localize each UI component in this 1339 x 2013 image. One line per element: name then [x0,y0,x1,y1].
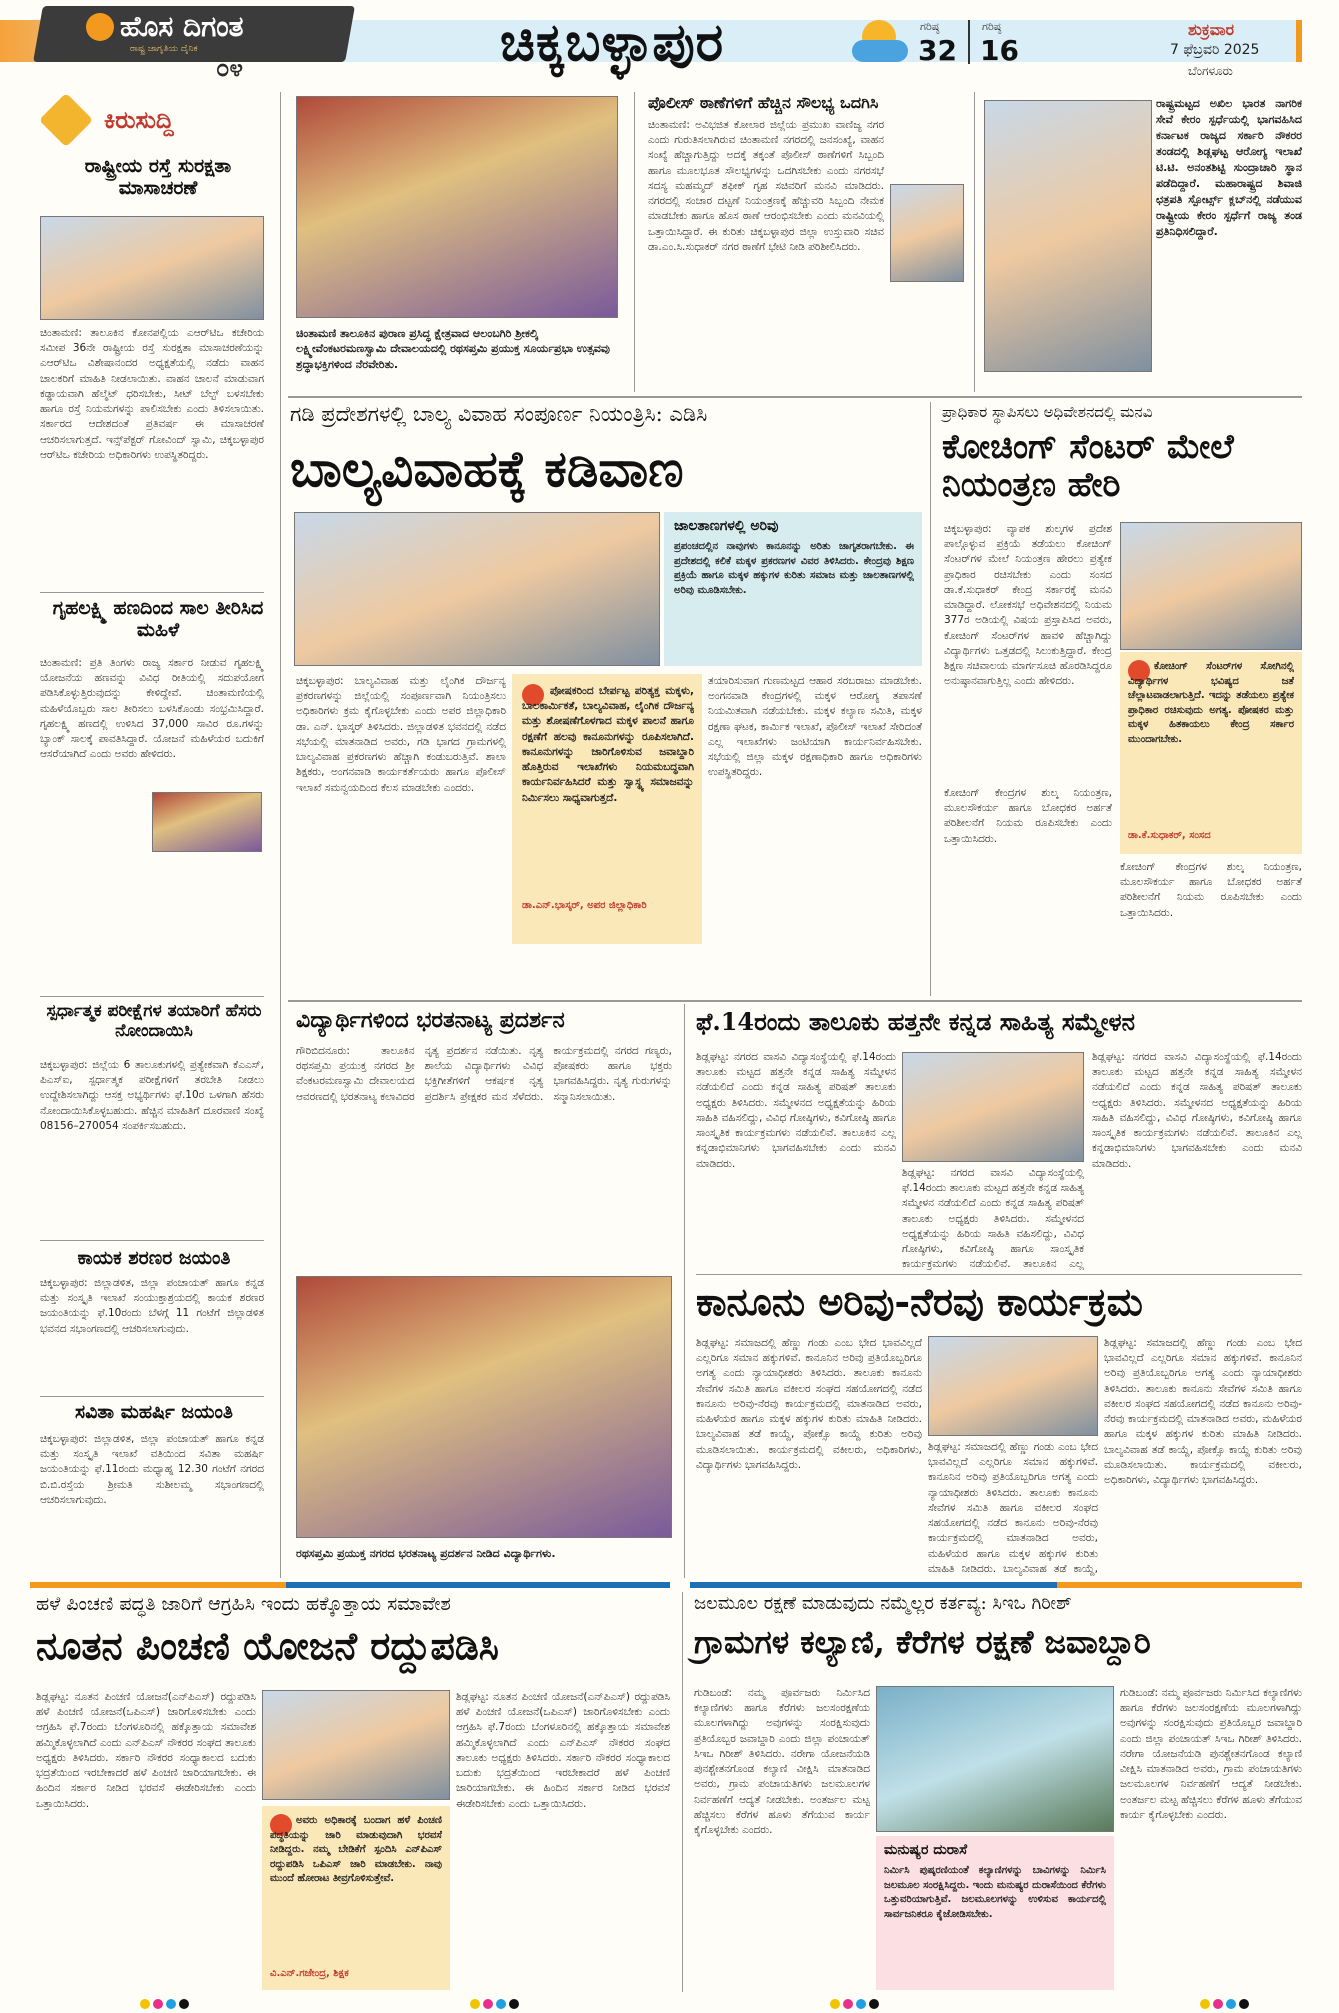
divider [40,996,264,997]
lead-kicker: ಗಡಿ ಪ್ರದೇಶಗಳಲ್ಲಿ ಬಾಲ್ಯ ವಿವಾಹ ಸಂಪೂರ್ಣ ನಿಯಂತ್ರಿಸಿ: ಎಡಿಸಿ [290,402,708,426]
brief-title: ಸ್ಪರ್ಧಾತ್ಮಕ ಪರೀಕ್ಷೆಗಳ ತಯಾರಿಗೆ ಹೆಸರು ನೋಂದಾಯಿಸಿ [46,1001,262,1041]
kanoonu-headline: ಕಾನೂನು ಅರಿವು-ನೆರವು ಕಾರ್ಯಕ್ರಮ [696,1279,1143,1324]
column-divider [280,92,281,1578]
coaching-quote-author: ಡಾ.ಕೆ.ಸುಧಾಕರ್, ಸಂಸದ [1128,830,1211,841]
sahitya-body: ಶಿಡ್ಲಘಟ್ಟ: ನಗರದ ವಾಸವಿ ವಿದ್ಯಾಸಂಸ್ಥೆಯಲ್ಲಿ ಫೆ.14ರಂದು ತಾಲೂಕು ಮಟ್ಟದ ಹತ್ತನೇ ಕನ್ನಡ ಸಾಹಿತ್ಯ ಸಮ್ಮೇಳನ ನಡೆಯಲಿದೆ ಎಂದು ಕನ್ನಡ ಸಾಹಿತ್ಯ ಪರಿಷತ್ ತಾಲೂಕು ಅಧ್ಯಕ್ಷರು ತಿಳಿಸಿದರು. ಸಮ್ಮೇಳನದ ಅಧ್ಯಕ್ಷತೆಯನ್ನು ಹಿರಿಯ ಸಾಹಿತಿ ವಹಿಸಲಿದ್ದು, ವಿವಿಧ ಗೋಷ್ಠಿಗಳು, ಕವಿಗೋಷ್ಠಿ ಹಾಗೂ ಸಾಂಸ್ಕೃತಿಕ ಕಾರ್ಯಕ್ರಮಗಳು ನಡೆಯಲಿವೆ. ತಾಲೂಕಿನ ಎಲ್ಲ [902,1167,1084,1270]
kanoonu-body: ಶಿಡ್ಲಘಟ್ಟ: ಸಮಾಜದಲ್ಲಿ ಹೆಣ್ಣು ಗಂಡು ಎಂಬ ಭೇದ ಭಾವವಿಲ್ಲದೆ ಎಲ್ಲರಿಗೂ ಸಮಾನ ಹಕ್ಕುಗಳಿವೆ. ಕಾನೂನಿನ ಅರಿವು ಪ್ರತಿಯೊಬ್ಬರಿಗೂ ಅಗತ್ಯ ಎಂದು ನ್ಯಾಯಾಧೀಶರು ತಿಳಿಸಿದರು. ತಾಲೂಕು ಕಾನೂನು ಸೇವೆಗಳ ಸಮಿತಿ ಹಾಗೂ ವಕೀಲರ ಸಂಘದ ಸಹಯೋಗದಲ್ಲಿ ನಡೆದ ಕಾನೂನು ಅರಿವು-ನೆರವು ಕಾರ್ಯಕ್ರಮದಲ್ಲಿ ಮಾತನಾಡಿದ ಅವರು, ಮಹಿಳೆಯರ ಹಾಗೂ ಮಕ್ಕಳ ಹಕ್ಕುಗಳ ಕುರಿತು ಮಾಹಿತಿ ನೀಡಿದರು. ಬಾಲ್ಯವಿವಾಹ ತಡೆ ಕಾಯ್ದೆ, ಪೋಕ್ಸೊ ಕಾಯ್ದೆ ಕುರಿತು ಅರಿವು ಮೂಡಿಸಲಾಯಿತು. ಕಾರ್ಯಕ್ರಮದಲ್ಲಿ ವಕೀಲರು, ಅಧಿಕಾರಿಗಳು, ವಿದ್ಯಾರ್ಥಿಗಳು ಭಾಗವಹಿಸಿದ್ದರು. [1104,1337,1302,1486]
bharata-headline: ವಿದ್ಯಾರ್ಥಿಗಳಿಂದ ಭರತನಾಟ್ಯ ಪ್ರದರ್ಶನ [296,1007,565,1033]
min-temp: 16 [980,34,1019,67]
kere-box-title: ಮನುಷ್ಯರ ದುರಾಸೆ [884,1842,968,1858]
pension-quote-author: ವಿ.ಎನ್.ಗಜೇಂದ್ರ, ಶಿಕ್ಷಕ [270,1968,349,1979]
edition-city: ಚಿಕ್ಕಬಳ್ಳಾಪುರ [500,12,725,73]
kanoonu-body: ಶಿಡ್ಲಘಟ್ಟ: ಸಮಾಜದಲ್ಲಿ ಹೆಣ್ಣು ಗಂಡು ಎಂಬ ಭೇದ ಭಾವವಿಲ್ಲದೆ ಎಲ್ಲರಿಗೂ ಸಮಾನ ಹಕ್ಕುಗಳಿವೆ. ಕಾನೂನಿನ ಅರಿವು ಪ್ರತಿಯೊಬ್ಬರಿಗೂ ಅಗತ್ಯ ಎಂದು ನ್ಯಾಯಾಧೀಶರು ತಿಳಿಸಿದರು. ತಾಲೂಕು ಕಾನೂನು ಸೇವೆಗಳ ಸಮಿತಿ ಹಾಗೂ ವಕೀಲರ ಸಂಘದ ಸಹಯೋಗದಲ್ಲಿ ನಡೆದ ಕಾನೂನು ಅರಿವು-ನೆರವು ಕಾರ್ಯಕ್ರಮದಲ್ಲಿ ಮಾತನಾಡಿದ ಅವರು, ಮಹಿಳೆಯರ ಹಾಗೂ ಮಕ್ಕಳ ಹಕ್ಕುಗಳ ಕುರಿತು ಮಾಹಿತಿ ನೀಡಿದರು. ಬಾಲ್ಯವಿವಾಹ ತಡೆ ಕಾಯ್ದೆ, ಪೋಕ್ಸೊ ಕಾಯ್ದೆ ಕುರಿತು ಅರಿವು ಮೂಡಿಸಲಾಯಿತು. ಕಾರ್ಯಕ್ರಮದಲ್ಲಿ ವಕೀಲರು, ಅಧಿಕಾರಿಗಳು, ವಿದ್ಯಾರ್ಥಿಗಳು ಭಾಗವಹಿಸಿದ್ದರು. [696,1337,922,1471]
brief-title: ಕಾಯಕ ಶರಣರ ಜಯಂತಿ [77,1247,231,1269]
coaching-body: ಕೋಚಿಂಗ್ ಕೇಂದ್ರಗಳ ಶುಲ್ಕ ನಿಯಂತ್ರಣ, ಮೂಲಸೌಕರ್ಯ ಹಾಗೂ ಬೋಧಕರ ಅರ್ಹತೆ ಪರಿಶೀಲನೆಗೆ ನಿಯಮ ರೂಪಿಸಬೇಕು ಎಂದು ಒತ್ತಾಯಿಸಿದರು. [944,787,1112,845]
coaching-quote-box [1120,652,1302,854]
row-divider [696,1274,1302,1275]
kere-box-body: ನಿರ್ಮಿಸಿ ಪುಷ್ಕರಣಿಯಂತೆ ಕಲ್ಯಾಣಿಗಳನ್ನು ಬಾವಿಗಳನ್ನು ನಿರ್ಮಿಸಿ ಜಲಮೂಲ ಸಂರಕ್ಷಿಸಿದ್ದರು. ಇಂದು ಮನುಷ್ಯರ ದುರಾಸೆಯಿಂದ ಕೆರೆಗಳು ಒತ್ತುವರಿಯಾಗುತ್ತಿವೆ. ಜಲಮೂಲಗಳನ್ನು ಉಳಿಸುವ ಕಾರ್ಯದಲ್ಲಿ ಸಾರ್ವಜನಿಕರೂ ಕೈಜೋಡಿಸಬೇಕು. [884,1865,1106,1920]
police-body: ಚಿಂತಾಮಣಿ: ಅವಿಭಜಿತ ಕೋಲಾರ ಜಿಲ್ಲೆಯ ಪ್ರಮುಖ ವಾಣಿಜ್ಯ ನಗರ ಎಂದು ಗುರುತಿಸಲಾಗಿರುವ ಚಿಂತಾಮಣಿ ನಗರದಲ್ಲಿ ಜನಸಂಖ್ಯೆ, ವಾಹನ ಸಂಖ್ಯೆ ಹೆಚ್ಚಾಗುತ್ತಿದ್ದು ಅದಕ್ಕೆ ತಕ್ಕಂತೆ ಪೊಲೀಸ್ ಠಾಣೆಗಳಿಗೆ ಸಿಬ್ಬಂದಿ ಹಾಗೂ ಮೂಲಭೂತ ಸೌಲಭ್ಯಗಳನ್ನು ಒದಗಿಸಬೇಕು ಎಂದು ನಗರಸಭೆ ಸದಸ್ಯ ಮಹಮ್ಮದ್ ಶಫೀಕ್ ಗೃಹ ಸಚಿವರಿಗೆ ಮನವಿ ಮಾಡಿದರು. ನಗರದಲ್ಲಿ ಸಂಚಾರ ದಟ್ಟಣೆ ನಿಯಂತ್ರಣಕ್ಕೆ ಹೆಚ್ಚುವರಿ ಸಿಬ್ಬಂದಿ ನೇಮಕ ಮಾಡಬೇಕು ಹಾಗೂ ಹೊಸ ಠಾಣೆ ಆರಂಭಿಸಬೇಕು ಎಂದು ಮನವಿಯಲ್ಲಿ ಒತ್ತಾಯಿಸಿದ್ದಾರೆ. ಈ ಕುರಿತು ಚಿಕ್ಕಬಳ್ಳಾಪುರ ಜಿಲ್ಲಾ ಉಸ್ತುವಾರಿ ಸಚಿವ ಡಾ.ಎಂ.ಸಿ.ಸುಧಾಕರ್ ನಗರ ಠಾಣೆಗೆ ಭೇಟಿ ನೀಡಿ ಪರಿಶೀಲಿಸಿದರು. [648,119,884,253]
brief-title: ಸವಿತಾ ಮಹರ್ಷಿ ಜಯಂತಿ [75,1401,233,1423]
coaching-photo [1120,522,1302,650]
row-divider [288,1000,1302,1002]
issue-edition: ಬೆಂಗಳೂರು [1188,64,1233,78]
sahitya-headline: ಫೆ.14ರಂದು ತಾಲೂಕು ಹತ್ತನೇ ಕನ್ನಡ ಸಾಹಿತ್ಯ ಸಮ್ಮೇಳನ [696,1007,1135,1036]
brief-body: ಚಿಕ್ಕಬಳ್ಳಾಪುರ: ಜಿಲ್ಲಾಡಳಿತ, ಜಿಲ್ಲಾ ಪಂಚಾಯತ್ ಹಾಗೂ ಕನ್ನಡ ಮತ್ತು ಸಂಸ್ಕೃತಿ ಇಲಾಖೆ ವತಿಯಿಂದ ಸವಿತಾ ಮಹರ್ಷಿ ಜಯಂತಿಯನ್ನು ಫೆ.11ರಂದು ಮಧ್ಯಾಹ್ನ 12.30 ಗಂಟೆಗೆ ನಗರದ ಬಿ.ಬಿ.ರಸ್ತೆಯ ಶ್ರೀಮತಿ ಸುಶೀಲಮ್ಮ ಸಭಾಂಗಣದಲ್ಲಿ ಆಚರಿಸಲಾಗುವುದು. [40,1433,264,1506]
kanoonu-photo [928,1336,1098,1436]
briefs-column [38,92,270,1578]
brief-title: ಗೃಹಲಕ್ಷ್ಮಿ ಹಣದಿಂದ ಸಾಲ ತೀರಿಸಿದ ಮಹಿಳೆ [52,597,264,641]
briefs-logo: ಕಿರುಸುದ್ದಿ [104,105,174,134]
kere-box [876,1836,1114,1990]
lead-headline: ಬಾಲ್ಯವಿವಾಹಕ್ಕೆ ಕಡಿವಾಣ [290,439,684,498]
kere-body: ಗುಡಿಬಂಡೆ: ನಮ್ಮ ಪೂರ್ವಜರು ನಿರ್ಮಿಸಿದ ಕಲ್ಯಾಣಿಗಳು ಹಾಗೂ ಕೆರೆಗಳು ಜಲಸಂರಕ್ಷಣೆಯ ಮೂಲಗಳಾಗಿದ್ದು ಅವುಗಳನ್ನು ಸಂರಕ್ಷಿಸುವುದು ಪ್ರತಿಯೊಬ್ಬರ ಜವಾಬ್ದಾರಿ ಎಂದು ಜಿಲ್ಲಾ ಪಂಚಾಯತ್ ಸಿಇಒ ಗಿರೀಶ್ ತಿಳಿಸಿದರು. ನರೇಗಾ ಯೋಜನೆಯಡಿ ಪುನಶ್ಚೇತನಗೊಂಡ ಕಲ್ಯಾಣಿ ವೀಕ್ಷಿಸಿ ಮಾತನಾಡಿದ ಅವರು, ಗ್ರಾಮ ಪಂಚಾಯತಿಗಳು ಜಲಮೂಲಗಳ ನಿರ್ವಹಣೆಗೆ ಆದ್ಯತೆ ನೀಡಬೇಕು. ಅಂತರ್ಜಲ ಮಟ್ಟ ಹೆಚ್ಚಿಸಲು ಕೆರೆಗಳ ಹೂಳು ತೆಗೆಯುವ ಕಾರ್ಯ ಕೈಗೊಳ್ಳಬೇಕು ಎಂದರು. [1120,1687,1302,1821]
paper-logo[interactable]: ಹೊಸ ದಿಗಂತ [120,10,244,43]
pension-photo [262,1690,450,1800]
pension-quote-box [262,1806,450,1990]
issue-date: 7 ಫೆಬ್ರವರಿ 2025 [1170,42,1260,58]
lead-body: ತಯಾರಿಸುವಾಗ ಗುಣಮಟ್ಟದ ಆಹಾರ ಸರಬರಾಜು ಮಾಡಬೇಕು. ಅಂಗನವಾಡಿ ಕೇಂದ್ರಗಳಲ್ಲಿ ಮಕ್ಕಳ ಆರೋಗ್ಯ ತಪಾಸಣೆ ನಿಯಮಿತವಾಗಿ ನಡೆಯಬೇಕು. ಮಕ್ಕಳ ಕಲ್ಯಾಣ ಸಮಿತಿ, ಮಕ್ಕಳ ರಕ್ಷಣಾ ಘಟಕ, ಕಾರ್ಮಿಕ ಇಲಾಖೆ, ಪೊಲೀಸ್ ಇಲಾಖೆ ಸೇರಿದಂತೆ ಎಲ್ಲ ಇಲಾಖೆಗಳು ಜಂಟಿಯಾಗಿ ಕಾರ್ಯನಿರ್ವಹಿಸಬೇಕು. ಸಭೆಯಲ್ಲಿ ಜಿಲ್ಲಾ ಮಕ್ಕಳ ರಕ್ಷಣಾಧಿಕಾರಿ ಹಾಗೂ ಅಧಿಕಾರಿಗಳು ಉಪಸ್ಥಿತರಿದ್ದರು. [708,675,922,779]
sidebox-body: ಪ್ರಪಂಚದಲ್ಲಿನ ನಾವುಗಳು ಕಾನೂನನ್ನು ಅರಿತು ಜಾಗೃತರಾಗಬೇಕು. ಈ ಪ್ರದೇಶದಲ್ಲಿ ಕಲಿಕೆ ಮಕ್ಕಳ ಪ್ರಕರಣಗಳ ವಿವರ ತಿಳಿಸಿದರು. ಕೇಂದ್ರವು ಶಿಕ್ಷಣ ಪ್ರಕ್ರಿಯೆ ಹಾಗೂ ಮಕ್ಕಳ ಹಕ್ಕುಗಳ ಕುರಿತು ಸಮಾಜ ಮತ್ತು ಜಾಲತಾಣಗಳಲ್ಲಿ ಅರಿವು ಮೂಡಿಸಬೇಕು. [674,541,914,596]
lead-quote: ಪೋಷಕರಿಂದ ಬೇರ್ಪಟ್ಟ ಪರಿತ್ಯಕ್ತ ಮಕ್ಕಳು, ಬಾಲಕಾರ್ಮಿಕತೆ, ಬಾಲ್ಯವಿವಾಹ, ಲೈಂಗಿಕ ದೌರ್ಜನ್ಯ ಮತ್ತು ಶೋಷಣೆಗೊಳಗಾದ ಮಕ್ಕಳ ಪಾಲನೆ ಹಾಗೂ ರಕ್ಷಣೆಗೆ ಹಲವು ಕಾನೂನುಗಳನ್ನು ರೂಪಿಸಲಾಗಿದೆ. ಕಾನೂನುಗಳನ್ನು ಜಾರಿಗೊಳಿಸುವ ಜವಾಬ್ದಾರಿ ಹೊತ್ತಿರುವ ಇಲಾಖೆಗಳು ನಿಯಮಬದ್ಧವಾಗಿ ಕಾರ್ಯನಿರ್ವಹಿಸಿದರೆ ಮತ್ತು ಸ್ವಾಸ್ಥ್ಯ ಸಮಾಜವನ್ನು ನಿರ್ಮಿಸಲು ಸಾಧ್ಯವಾಗುತ್ತದೆ. [522,685,694,804]
brief-body: ಚಿಕ್ಕಬಳ್ಳಾಪುರ: ಜಿಲ್ಲೆಯ 6 ತಾಲೂಕುಗಳಲ್ಲಿ ಪ್ರತ್ಯೇಕವಾಗಿ ಕೆಎಎಸ್, ಪಿಎಸ್ಐ, ಸ್ಪರ್ಧಾತ್ಮಕ ಪರೀಕ್ಷೆಗಳಿಗೆ ತರಬೇತಿ ನೀಡಲು ಉದ್ದೇಶಿಸಲಾಗಿದ್ದು ಆಸಕ್ತ ಅಭ್ಯರ್ಥಿಗಳು ಫೆ.10ರ ಒಳಗಾಗಿ ಹೆಸರು ನೋಂದಾಯಿಸಿಕೊಳ್ಳಬಹುದು. ಹೆಚ್ಚಿನ ಮಾಹಿತಿಗೆ ದೂರವಾಣಿ ಸಂಖ್ಯೆ 08156–270054 ಸಂಪರ್ಕಿಸಬಹುದು. [40,1059,264,1132]
brief-body: ಚಿಂತಾಮಣಿ: ತಾಲೂಕಿನ ಕೋನಪಲ್ಲಿಯ ಎಆರ್‌ಟಿಒ ಕಚೇರಿಯ ಸಮೀಪ 36ನೇ ರಾಷ್ಟ್ರೀಯ ರಸ್ತೆ ಸುರಕ್ಷತಾ ಮಾಸಾಚರಣೆಯನ್ನು ಎಆರ್‌ಟಿಒ ವಿಶೇಷಾನಂದರ ಅಧ್ಯಕ್ಷತೆಯಲ್ಲಿ ನಡೆದು ವಾಹನ ಚಾಲಕರಿಗೆ ಮಾಹಿತಿ ನೀಡಲಾಯಿತು. ವಾಹನ ಚಾಲನೆ ಮಾಡುವಾಗ ಕಡ್ಡಾಯವಾಗಿ ಹೆಲ್ಮೆಟ್ ಧರಿಸಬೇಕು, ಸೀಟ್ ಬೆಲ್ಟ್ ಬಳಸಬೇಕು ಹಾಗೂ ರಸ್ತೆ ನಿಯಮಗಳನ್ನು ಪಾಲಿಸಬೇಕು ಎಂದು ತಿಳಿಸಲಾಯಿತು. ಸರ್ಕಾರದ ಆದೇಶದಂತೆ ಪ್ರತಿವರ್ಷ ಈ ಮಾಸಾಚರಣೆ ಆಚರಿಸಲಾಗುತ್ತದೆ. ಇನ್ಸ್‌ಪೆಕ್ಟರ್ ಗೋವಿಂದ್ ಸ್ವಾಮಿ, ಚಿಕ್ಕಬಳ್ಳಾಪುರ ಆರ್‌ಟಿಒ ಕಚೇರಿಯ ಅಧಿಕಾರಿಗಳು ಉಪಸ್ಥಿತರಿದ್ದರು. [40,327,264,461]
coaching-body: ಚಿಕ್ಕಬಳ್ಳಾಪುರ: ವ್ಯಾಪಕ ಶುಲ್ಕಗಳ ಪ್ರದೇಶ ಪಾಲ್ಗೊಳ್ಳುವ ಪ್ರಕ್ರಿಯೆ ತಡೆಯಲು ಕೋಚಿಂಗ್ ಸೆಂಟರ್‌ಗಳ ಮೇಲೆ ನಿಯಂತ್ರಣ ಹೇರಲು ಪ್ರತ್ಯೇಕ ಪ್ರಾಧಿಕಾರ ರಚಿಸಬೇಕು ಎಂದು ಸಂಸದ ಡಾ.ಕೆ.ಸುಧಾಕರ್ ಕೇಂದ್ರ ಸರ್ಕಾರಕ್ಕೆ ಮನವಿ ಮಾಡಿದ್ದಾರೆ. ಲೋಕಸಭೆ ಅಧಿವೇಶನದಲ್ಲಿ ನಿಯಮ 377ರ ಅಡಿಯಲ್ಲಿ ವಿಷಯ ಪ್ರಸ್ತಾಪಿಸಿದ ಅವರು, ಕೋಚಿಂಗ್ ಸೆಂಟರ್‌ಗಳ ಹಾವಳಿ ಹೆಚ್ಚಾಗಿದ್ದು ವಿದ್ಯಾರ್ಥಿಗಳು ಒತ್ತಡದಲ್ಲಿ ಸಿಲುಕುತ್ತಿದ್ದಾರೆ. ಕೇಂದ್ರ ಶಿಕ್ಷಣ ಸಚಿವಾಲಯ ಮಾರ್ಗಸೂಚಿ ಹೊರಡಿಸಿದ್ದರೂ ಅನುಷ್ಠಾನವಾಗುತ್ತಿಲ್ಲ ಎಂದು ಹೇಳಿದರು. [944,523,1112,688]
brief-body: ಚಿಕ್ಕಬಳ್ಳಾಪುರ: ಜಿಲ್ಲಾಡಳಿತ, ಜಿಲ್ಲಾ ಪಂಚಾಯತ್ ಹಾಗೂ ಕನ್ನಡ ಮತ್ತು ಸಂಸ್ಕೃತಿ ಇಲಾಖೆ ಸಂಯುಕ್ತಾಶ್ರಯದಲ್ಲಿ ಕಾಯಕ ಶರಣರ ಜಯಂತಿಯನ್ನು ಫೆ.10ರಂದು ಬೆಳಗ್ಗೆ 11 ಗಂಟೆಗೆ ಜಿಲ್ಲಾಡಳಿತ ಭವನದ ಸಭಾಂಗಣದಲ್ಲಿ ಆಚರಿಸಲಾಗುವುದು. [40,1277,264,1335]
divider [40,1240,264,1241]
column-divider [684,1004,685,1578]
coaching-quote: ಕೋಚಿಂಗ್ ಸೆಂಟರ್‌ಗಳ ಸೋಗಿನಲ್ಲಿ ವಿದ್ಯಾರ್ಥಿಗಳ ಭವಿಷ್ಯದ ಜತೆ ಚೆಲ್ಲಾಟವಾಡಲಾಗುತ್ತಿದೆ. ಇದನ್ನು ತಡೆಯಲು ಪ್ರತ್ಯೇಕ ಪ್ರಾಧಿಕಾರ ರಚಿಸುವುದು ಅಗತ್ಯ. ಪೋಷಕರ ಮತ್ತು ಮಕ್ಕಳ ಹಿತಕಾಯಲು ಕೇಂದ್ರ ಸರ್ಕಾರ ಮುಂದಾಗಬೇಕು. [1128,661,1294,745]
temp-divider [968,20,970,64]
divider [40,592,264,593]
lead-photo [294,512,660,666]
brief-photo [40,216,264,320]
lead-sidebox [664,512,922,666]
festival-photo [296,96,618,318]
brief-title: ರಾಷ್ಟ್ರೀಯ ರಸ್ತೆ ಸುರಕ್ಷತಾ ಮಾಸಾಚರಣೆ [84,155,232,199]
brief-photo [152,792,262,852]
sidebox-title: ಜಾಲತಾಣಗಳಲ್ಲಿ ಅರಿವು [674,518,779,534]
pension-body: ಶಿಡ್ಲಘಟ್ಟ: ನೂತನ ಪಿಂಚಣಿ ಯೋಜನೆ(ಎನ್‌ಪಿಎಸ್) ರದ್ದುಪಡಿಸಿ ಹಳೆ ಪಿಂಚಣಿ ಯೋಜನೆ(ಒಪಿಎಸ್) ಜಾರಿಗೊಳಿಸಬೇಕು ಎಂದು ಆಗ್ರಹಿಸಿ ಫೆ.7ರಂದು ಬೆಂಗಳೂರಿನಲ್ಲಿ ಹಕ್ಕೊತ್ತಾಯ ಸಮಾವೇಶ ಹಮ್ಮಿಕೊಳ್ಳಲಾಗಿದೆ ಎಂದು ಎನ್‌ಪಿಎಸ್ ನೌಕರರ ಸಂಘದ ತಾಲೂಕು ಅಧ್ಯಕ್ಷರು ತಿಳಿಸಿದರು. ಸರ್ಕಾರಿ ನೌಕರರ ಸಂಧ್ಯಾಕಾಲದ ಬದುಕು ಭದ್ರತೆಯಿಂದ ಇರಬೇಕಾದರೆ ಹಳೆ ಪಿಂಚಣಿ ಜಾರಿಯಾಗಬೇಕು. ಈ ಹಿಂದಿನ ಸರ್ಕಾರ ನೀಡಿದ ಭರವಸೆ ಈಡೇರಿಸಬೇಕು ಎಂದು ಒತ್ತಾಯಿಸಿದರು. [456,1691,670,1810]
pension-headline: ನೂತನ ಪಿಂಚಣಿ ಯೋಜನೆ ರದ್ದುಪಡಿಸಿ [36,1623,499,1668]
max-temp-label: ಗರಿಷ್ಠ [920,20,940,33]
kere-headline: ಗ್ರಾಮಗಳ ಕಲ್ಯಾಣಿ, ಕೆರೆಗಳ ರಕ್ಷಣೆ ಜವಾಬ್ದಾರಿ [694,1623,1151,1661]
page-number: ೦೪ [216,54,243,82]
print-registration-dots [140,1994,200,2006]
pension-kicker: ಹಳೆ ಪಿಂಚಣಿ ಪದ್ಧತಿ ಜಾರಿಗೆ ಆಗ್ರಹಿಸಿ ಇಂದು ಹಕ್ಕೊತ್ತಾಯ ಸಮಾವೇಶ [36,1593,451,1615]
column-divider [930,402,931,996]
kere-body: ಗುಡಿಬಂಡೆ: ನಮ್ಮ ಪೂರ್ವಜರು ನಿರ್ಮಿಸಿದ ಕಲ್ಯಾಣಿಗಳು ಹಾಗೂ ಕೆರೆಗಳು ಜಲಸಂರಕ್ಷಣೆಯ ಮೂಲಗಳಾಗಿದ್ದು ಅವುಗಳನ್ನು ಸಂರಕ್ಷಿಸುವುದು ಪ್ರತಿಯೊಬ್ಬರ ಜವಾಬ್ದಾರಿ ಎಂದು ಜಿಲ್ಲಾ ಪಂಚಾಯತ್ ಸಿಇಒ ಗಿರೀಶ್ ತಿಳಿಸಿದರು. ನರೇಗಾ ಯೋಜನೆಯಡಿ ಪುನಶ್ಚೇತನಗೊಂಡ ಕಲ್ಯಾಣಿ ವೀಕ್ಷಿಸಿ ಮಾತನಾಡಿದ ಅವರು, ಗ್ರಾಮ ಪಂಚಾಯತಿಗಳು ಜಲಮೂಲಗಳ ನಿರ್ವಹಣೆಗೆ ಆದ್ಯತೆ ನೀಡಬೇಕು. ಅಂತರ್ಜಲ ಮಟ್ಟ ಹೆಚ್ಚಿಸಲು ಕೆರೆಗಳ ಹೂಳು ತೆಗೆಯುವ ಕಾರ್ಯ ಕೈಗೊಳ್ಳಬೇಕು ಎಂದರು. [694,1687,870,1836]
max-temp: 32 [918,34,957,67]
column-divider [634,92,635,392]
kanoonu-body: ಶಿಡ್ಲಘಟ್ಟ: ಸಮಾಜದಲ್ಲಿ ಹೆಣ್ಣು ಗಂಡು ಎಂಬ ಭೇದ ಭಾವವಿಲ್ಲದೆ ಎಲ್ಲರಿಗೂ ಸಮಾನ ಹಕ್ಕುಗಳಿವೆ. ಕಾನೂನಿನ ಅರಿವು ಪ್ರತಿಯೊಬ್ಬರಿಗೂ ಅಗತ್ಯ ಎಂದು ನ್ಯಾಯಾಧೀಶರು ತಿಳಿಸಿದರು. ತಾಲೂಕು ಕಾನೂನು ಸೇವೆಗಳ ಸಮಿತಿ ಹಾಗೂ ವಕೀಲರ ಸಂಘದ ಸಹಯೋಗದಲ್ಲಿ ನಡೆದ ಕಾನೂನು ಅರಿವು-ನೆರವು ಕಾರ್ಯಕ್ರಮದಲ್ಲಿ ಮಾತನಾಡಿದ ಅವರು, ಮಹಿಳೆಯರ ಹಾಗೂ ಮಕ್ಕಳ ಹಕ್ಕುಗಳ ಕುರಿತು ಮಾಹಿತಿ ನೀಡಿದರು. ಬಾಲ್ಯವಿವಾಹ ತಡೆ ಕಾಯ್ದೆ, [928,1441,1098,1575]
column-divider [974,92,975,392]
bharata-body: ಗೌರಿಬಿದನೂರು: ತಾಲೂಕಿನ ರಥಸಪ್ತಮಿ ಪ್ರಯುಕ್ತ ನಗರದ ಶ್ರೀ ವೆಂಕಟರಮಣಸ್ವಾಮಿ ದೇವಾಲಯದ ಆವರಣದಲ್ಲಿ ಭರತನಾಟ್ಯ ಕಲಾವಿದರ ನೃತ್ಯ ಪ್ರದರ್ಶನ ನಡೆಯಿತು. ನೃತ್ಯ ಶಾಲೆಯ ವಿದ್ಯಾರ್ಥಿಗಳು ವಿವಿಧ ಭಕ್ತಿಗೀತೆಗಳಿಗೆ ಆಕರ್ಷಕ ನೃತ್ಯ ಪ್ರದರ್ಶಿಸಿ ಪ್ರೇಕ್ಷಕರ ಮನ ಸೆಳೆದರು. ಕಾರ್ಯಕ್ರಮದಲ್ಲಿ ನಗರದ ಗಣ್ಯರು, ಪೋಷಕರು ಹಾಗೂ ಭಕ್ತರು ಭಾಗವಹಿಸಿದ್ದರು. ನೃತ್ಯ ಗುರುಗಳನ್ನು ಸನ್ಮಾನಿಸಲಾಯಿತು. [296,1045,672,1103]
masthead-accent-bar [1296,20,1302,62]
print-registration-dots [470,1994,530,2006]
print-registration-dots [830,1994,890,2006]
sahitya-body: ಶಿಡ್ಲಘಟ್ಟ: ನಗರದ ವಾಸವಿ ವಿದ್ಯಾಸಂಸ್ಥೆಯಲ್ಲಿ ಫೆ.14ರಂದು ತಾಲೂಕು ಮಟ್ಟದ ಹತ್ತನೇ ಕನ್ನಡ ಸಾಹಿತ್ಯ ಸಮ್ಮೇಳನ ನಡೆಯಲಿದೆ ಎಂದು ಕನ್ನಡ ಸಾಹಿತ್ಯ ಪರಿಷತ್ ತಾಲೂಕು ಅಧ್ಯಕ್ಷರು ತಿಳಿಸಿದರು. ಸಮ್ಮೇಳನದ ಅಧ್ಯಕ್ಷತೆಯನ್ನು ಹಿರಿಯ ಸಾಹಿತಿ ವಹಿಸಲಿದ್ದು, ವಿವಿಧ ಗೋಷ್ಠಿಗಳು, ಕವಿಗೋಷ್ಠಿ ಹಾಗೂ ಸಾಂಸ್ಕೃತಿಕ ಕಾರ್ಯಕ್ರಮಗಳು ನಡೆಯಲಿವೆ. ತಾಲೂಕಿನ ಎಲ್ಲ ಕನ್ನಡಾಭಿಮಾನಿಗಳು ಭಾಗವಹಿಸಬೇಕು ಎಂದು ಮನವಿ ಮಾಡಿದರು. [1092,1051,1302,1170]
pension-body: ಶಿಡ್ಲಘಟ್ಟ: ನೂತನ ಪಿಂಚಣಿ ಯೋಜನೆ(ಎನ್‌ಪಿಎಸ್) ರದ್ದುಪಡಿಸಿ ಹಳೆ ಪಿಂಚಣಿ ಯೋಜನೆ(ಒಪಿಎಸ್) ಜಾರಿಗೊಳಿಸಬೇಕು ಎಂದು ಆಗ್ರಹಿಸಿ ಫೆ.7ರಂದು ಬೆಂಗಳೂರಿನಲ್ಲಿ ಹಕ್ಕೊತ್ತಾಯ ಸಮಾವೇಶ ಹಮ್ಮಿಕೊಳ್ಳಲಾಗಿದೆ ಎಂದು ಎನ್‌ಪಿಎಸ್ ನೌಕರರ ಸಂಘದ ತಾಲೂಕು ಅಧ್ಯಕ್ಷರು ತಿಳಿಸಿದರು. ಸರ್ಕಾರಿ ನೌಕರರ ಸಂಧ್ಯಾಕಾಲದ ಬದುಕು ಭದ್ರತೆಯಿಂದ ಇರಬೇಕಾದರೆ ಹಳೆ ಪಿಂಚಣಿ ಜಾರಿಯಾಗಬೇಕು. ಈ ಹಿಂದಿನ ಸರ್ಕಾರ ನೀಡಿದ ಭರವಸೆ ಈಡೇರಿಸಬೇಕು ಎಂದು ಒತ್ತಾಯಿಸಿದರು. [36,1691,256,1810]
lead-quote-author: ಡಾ.ಎನ್.ಭಾಸ್ಕರ್, ಅಪರ ಜಿಲ್ಲಾಧಿಕಾರಿ [522,900,647,911]
section-band [30,1582,670,1588]
coaching-body: ಕೋಚಿಂಗ್ ಕೇಂದ್ರಗಳ ಶುಲ್ಕ ನಿಯಂತ್ರಣ, ಮೂಲಸೌಕರ್ಯ ಹಾಗೂ ಬೋಧಕರ ಅರ್ಹತೆ ಪರಿಶೀಲನೆಗೆ ನಿಯಮ ರೂಪಿಸಬೇಕು ಎಂದು ಒತ್ತಾಯಿಸಿದರು. [1120,861,1302,919]
sports-body: ರಾಷ್ಟ್ರಮಟ್ಟದ ಅಖಿಲ ಭಾರತ ನಾಗರಿಕ ಸೇವೆ ಕೇರಂ ಸ್ಪರ್ಧೆಯಲ್ಲಿ ಭಾಗವಹಿಸಿದ ಕರ್ನಾಟಕ ರಾಜ್ಯದ ಸರ್ಕಾರಿ ನೌಕರರ ತಂಡದಲ್ಲಿ ಶಿಡ್ಲಘಟ್ಟ ಆರೋಗ್ಯ ಇಲಾಖೆ ಟಿ.ಟಿ. ಅನಂತಶಿಟ್ಟಿ ಸುಂದ್ರಾಚಾರಿ ಸ್ಥಾನ ಪಡೆದಿದ್ದಾರೆ. ಮಹಾರಾಷ್ಟ್ರದ ಶಿವಾಜಿ ಛತ್ರಪತಿ ಸ್ಪೋರ್ಟ್ಸ್ ಕ್ಲಬ್‌ನಲ್ಲಿ ನಡೆಯುವ ರಾಷ್ಟ್ರೀಯ ಕೇರಂ ಸ್ಪರ್ಧೆಗೆ ರಾಜ್ಯ ತಂಡ ಪ್ರತಿನಿಧಿಸಲಿದ್ದಾರೆ. [1156,97,1302,238]
coaching-kicker: ಪ್ರಾಧಿಕಾರ ಸ್ಥಾಪಿಸಲು ಅಧಿವೇಶನದಲ್ಲಿ ಮನವಿ [942,403,1153,421]
section-band [690,1582,1302,1588]
min-temp-label: ಗರಿಷ್ಠ [982,20,1002,33]
kere-kicker: ಜಲಮೂಲ ರಕ್ಷಣೆ ಮಾಡುವುದು ನಮ್ಮೆಲ್ಲರ ಕರ್ತವ್ಯ: ಸಿಇಒ ಗಿರೀಶ್ [694,1593,1072,1614]
masthead [0,0,1339,86]
police-photo [890,184,964,282]
lead-quote-box [512,674,702,944]
lead-body: ಚಿಕ್ಕಬಳ್ಳಾಪುರ: ಬಾಲ್ಯವಿವಾಹ ಮತ್ತು ಲೈಂಗಿಕ ದೌರ್ಜನ್ಯ ಪ್ರಕರಣಗಳನ್ನು ಜಿಲ್ಲೆಯಲ್ಲಿ ಸಂಪೂರ್ಣವಾಗಿ ನಿಯಂತ್ರಿಸಲು ಅಧಿಕಾರಿಗಳು ಕ್ರಮ ಕೈಗೊಳ್ಳಬೇಕು ಎಂದು ಅಪರ ಜಿಲ್ಲಾಧಿಕಾರಿ ಡಾ. ಎನ್. ಭಾಸ್ಕರ್ ತಿಳಿಸಿದರು. ಜಿಲ್ಲಾಡಳಿತ ಭವನದಲ್ಲಿ ನಡೆದ ಸಭೆಯಲ್ಲಿ ಮಾತನಾಡಿದ ಅವರು, ಗಡಿ ಭಾಗದ ಗ್ರಾಮಗಳಲ್ಲಿ ಬಾಲ್ಯವಿವಾಹ ಪ್ರಕರಣಗಳು ಹೆಚ್ಚಾಗಿ ಕಂಡುಬರುತ್ತಿವೆ. ಶಾಲಾ ಶಿಕ್ಷಕರು, ಅಂಗನವಾಡಿ ಕಾರ್ಯಕರ್ತೆಯರು ಹಾಗೂ ಪೊಲೀಸ್ ಇಲಾಖೆ ಸಮನ್ವಯದಿಂದ ಕೆಲಸ ಮಾಡಬೇಕು ಎಂದರು. [296,675,506,794]
logo-emblem-icon [86,13,114,41]
kiru-badge-icon [39,93,93,147]
police-headline: ಪೊಲೀಸ್ ಠಾಣೆಗಳಿಗೆ ಹೆಚ್ಚಿನ ಸೌಲಭ್ಯ ಒದಗಿಸಿ [648,93,879,112]
row-divider [288,396,1302,398]
divider [40,1396,264,1397]
sahitya-photo [902,1052,1084,1162]
pension-quote: ಅವರು ಅಧಿಕಾರಕ್ಕೆ ಬಂದಾಗ ಹಳೆ ಪಿಂಚಣಿ ಪದ್ಧತಿಯನ್ನು ಜಾರಿ ಮಾಡುವುದಾಗಿ ಭರವಸೆ ನೀಡಿದ್ದರು. ನಮ್ಮ ಬೇಡಿಕೆಗೆ ಸ್ಪಂದಿಸಿ ಎನ್‌ಪಿಎಸ್ ರದ್ದುಪಡಿಸಿ ಒಪಿಎಸ್ ಜಾರಿ ಮಾಡಬೇಕು. ನಾವು ಮುಂದೆ ಹೋರಾಟ ತೀವ್ರಗೊಳಿಸುತ್ತೇವೆ. [270,1815,442,1884]
print-registration-dots [1200,1994,1260,2006]
festival-caption: ಚಿಂತಾಮಣಿ ತಾಲೂಕಿನ ಪುರಾಣ ಪ್ರಸಿದ್ಧ ಕ್ಷೇತ್ರವಾದ ಆಲಂಬಗಿರಿ ಶ್ರೀಕಲ್ಕಿ ಲಕ್ಷ್ಮೀವೆಂಕಟರಮಣಸ್ವಾಮಿ ದೇವಾಲಯದಲ್ಲಿ ರಥಸಪ್ತಮಿ ಪ್ರಯುಕ್ತ ಸೂರ್ಯಪ್ರಭಾ ಉತ್ಸವವು ಶ್ರದ್ಧಾಭಕ್ತಿಗಳಿಂದ ನೆರವೇರಿತು. [296,327,610,371]
brief-body: ಚಿಂತಾಮಣಿ: ಪ್ರತಿ ತಿಂಗಳು ರಾಜ್ಯ ಸರ್ಕಾರ ನೀಡುವ ಗೃಹಲಕ್ಷ್ಮಿ ಯೋಜನೆಯ ಹಣವನ್ನು ವಿವಿಧ ರೀತಿಯಲ್ಲಿ ಸದುಪಯೋಗ ಪಡಿಸಿಕೊಳ್ಳುತ್ತಿರುವುದನ್ನು ಕೇಳಿದ್ದೇವೆ. ಚಿಂತಾಮಣಿಯಲ್ಲಿ ಮಹಿಳೆಯೊಬ್ಬರು ಸಾಲ ತೀರಿಸಲು ಬಳಸಿಕೊಂಡು ಸಂಭ್ರಮಿಸಿದ್ದಾರೆ. ಗೃಹಲಕ್ಷ್ಮಿ ಹಣದಲ್ಲಿ ಉಳಿಸಿದ 37,000 ಸಾವಿರ ರೂ.ಗಳನ್ನು ಬ್ಯಾಂಕ್ ಸಾಲಕ್ಕೆ ಪಾವತಿಸಿದ್ದಾರೆ. ಯೋಜನೆ ಮಹಿಳೆಯರ ಬದುಕಿಗೆ ಆಸರೆಯಾಗಿದೆ ಎಂದು ಅವರು ಹೇಳಿದರು. [40,657,264,761]
kere-photo [876,1686,1114,1832]
sahitya-body: ಶಿಡ್ಲಘಟ್ಟ: ನಗರದ ವಾಸವಿ ವಿದ್ಯಾಸಂಸ್ಥೆಯಲ್ಲಿ ಫೆ.14ರಂದು ತಾಲೂಕು ಮಟ್ಟದ ಹತ್ತನೇ ಕನ್ನಡ ಸಾಹಿತ್ಯ ಸಮ್ಮೇಳನ ನಡೆಯಲಿದೆ ಎಂದು ಕನ್ನಡ ಸಾಹಿತ್ಯ ಪರಿಷತ್ ತಾಲೂಕು ಅಧ್ಯಕ್ಷರು ತಿಳಿಸಿದರು. ಸಮ್ಮೇಳನದ ಅಧ್ಯಕ್ಷತೆಯನ್ನು ಹಿರಿಯ ಸಾಹಿತಿ ವಹಿಸಲಿದ್ದು, ವಿವಿಧ ಗೋಷ್ಠಿಗಳು, ಕವಿಗೋಷ್ಠಿ ಹಾಗೂ ಸಾಂಸ್ಕೃತಿಕ ಕಾರ್ಯಕ್ರಮಗಳು ನಡೆಯಲಿವೆ. ತಾಲೂಕಿನ ಎಲ್ಲ ಕನ್ನಡಾಭಿಮಾನಿಗಳು ಭಾಗವಹಿಸಬೇಕು ಎಂದು ಮನವಿ ಮಾಡಿದರು. [696,1051,896,1170]
coaching-headline: ಕೋಚಿಂಗ್ ಸೆಂಟರ್ ಮೇಲೆ ನಿಯಂತ್ರಣ ಹೇರಿ [942,427,1234,506]
cloud-icon [852,40,908,62]
column-divider [682,1592,683,1992]
lead-kicker-band [290,402,930,442]
paper-tagline: ರಾಷ್ಟ್ರ ಜಾಗೃತಿಯ ದೈನಿಕ [130,44,198,54]
issue-day: ಶುಕ್ರವಾರ [1188,20,1235,39]
dance-photo [296,1276,672,1538]
sports-photo [984,100,1152,372]
dance-caption: ರಥಸಪ್ತಮಿ ಪ್ರಯುಕ್ತ ನಗರದ ಭರತನಾಟ್ಯ ಪ್ರದರ್ಶನ ನೀಡಿದ ವಿದ್ಯಾರ್ಥಿಗಳು. [296,1547,556,1560]
